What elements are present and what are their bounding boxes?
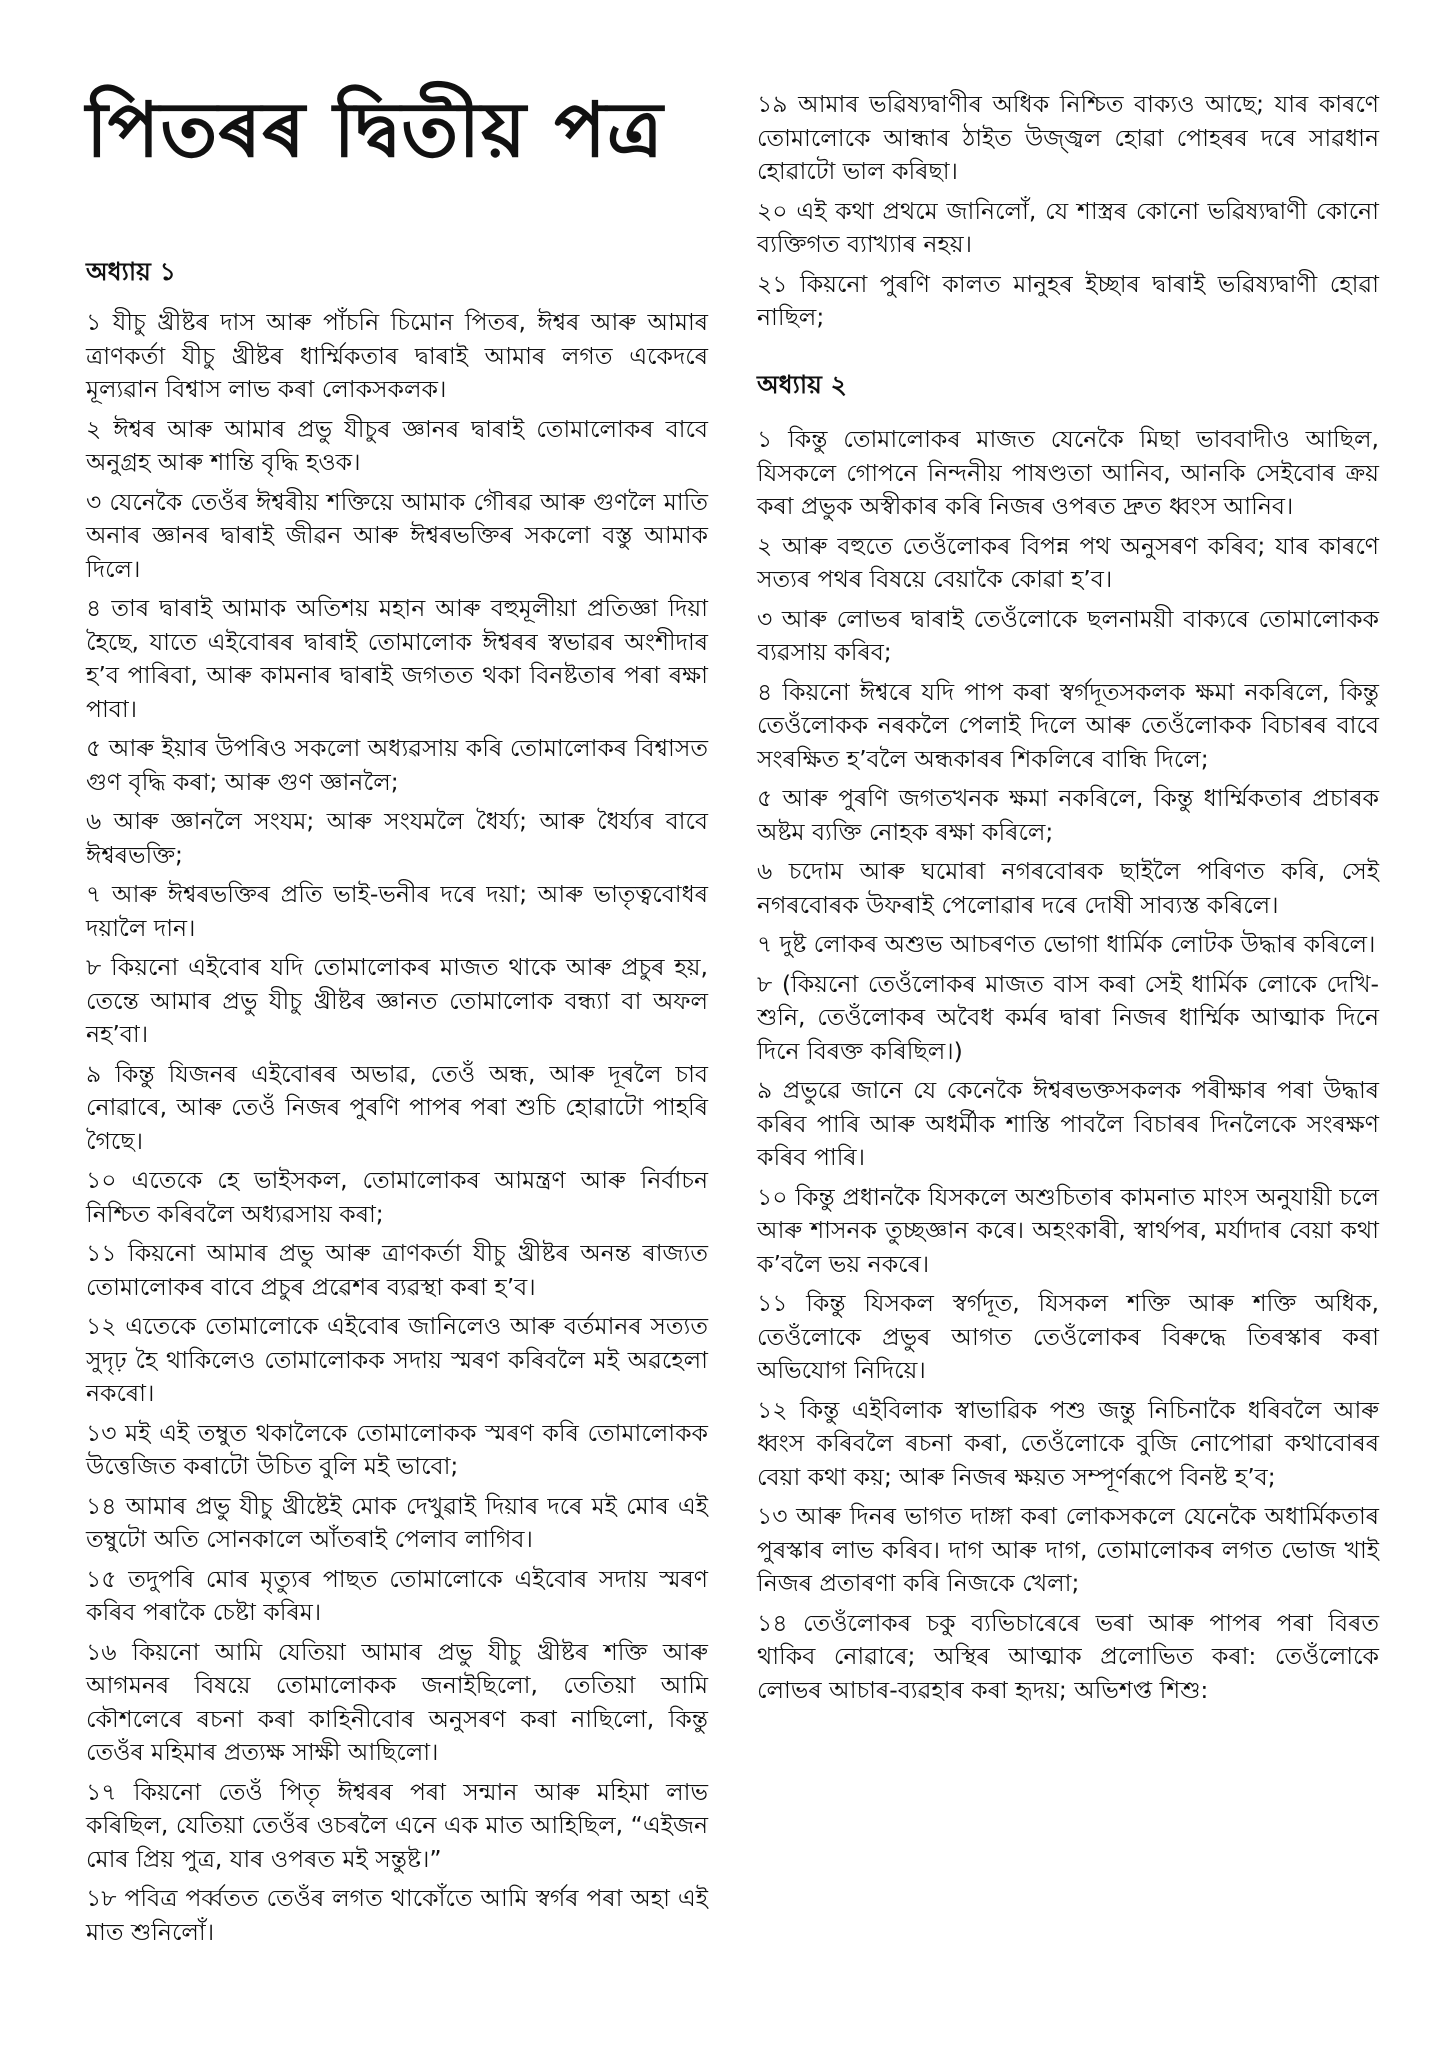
verse: ১০ কিন্তু প্ৰধানকৈ যিসকলে অশুচিতাৰ কামনাত মাংস অনুযায়ী চলে আৰু শাসনক তুচ্ছজ্ঞান কৰে। অহংকাৰী, স্বাৰ্থপৰ, মৰ্যাদাৰ বেয়া কথা ক’বলৈ ভয় নকৰে। (757, 1182, 1379, 1278)
verse: ১৩ আৰু দিনৰ ভাগত দাঙ্গা কৰা লোকসকলে যেনেকৈ অধাৰ্মিকতাৰ পুৰস্কাৰ লাভ কৰিব। দাগ আৰু দাগ, তোমালোকৰ লগত ভোজ খাই নিজৰ প্ৰতাৰণা কৰি নিজকে খেলা; (757, 1502, 1379, 1597)
chapter-2-heading-wrap (757, 365, 847, 408)
verse: ২ আৰু বহুতে তেওঁলোকৰ বিপন্ন পথ অনুসৰণ কৰিব; যাৰ কাৰণে সত্যৰ পথৰ বিষয়ে বেয়াকৈ কোৱা হ’ব। (757, 531, 1379, 593)
verse: ১ কিন্তু তোমালোকৰ মাজত যেনেকৈ মিছা ভাববাদীও আছিল, যিসকলে গোপনে নিন্দনীয় পাষণ্ডতা আনিব, আনকি সেইবোৰ ক্ৰয় কৰা প্ৰভুক অস্বীকাৰ কৰি নিজৰ ওপৰত দ্ৰুত ধ্বংস আনিব। (757, 425, 1379, 520)
verse: ১২ এতেকে তোমালোকে এইবোৰ জানিলেও আৰু বৰ্তমানৰ সত্যত সুদৃঢ় হৈ থাকিলেও তোমালোকক সদায় স্মৰণ কৰিবলৈ মই অৱহেলা নকৰো। (86, 1312, 708, 1407)
page-title: পিতৰৰ দ্বিতীয় পত্ৰ (86, 85, 664, 174)
chapter-2-verses (757, 423, 1379, 1713)
chapter-1-heading-wrap (86, 252, 176, 295)
verse: ৩ যেনেকৈ তেওঁৰ ঈশ্বৰীয় শক্তিয়ে আমাক গৌৰৱ আৰু গুণলৈ মাতি অনাৰ জ্ঞানৰ দ্বাৰাই জীৱন আৰু ঈশ্বৰভক্তিৰ সকলো বস্তু আমাক দিলে। (86, 487, 708, 583)
verse: ২১ কিয়নো পুৰণি কালত মানুহৰ ইচ্ছাৰ দ্বাৰাই ভৱিষ্যদ্বাণী হোৱা নাছিল; (757, 269, 1379, 331)
verse: ৬ চদোম আৰু ঘমোৰা নগৰবোৰক ছাইলৈ পৰিণত কৰি, সেই নগৰবোৰক উফৰাই পেলোৱাৰ দৰে দোষী সাব্যস্ত কৰিলে। (757, 857, 1379, 919)
chapter-heading: অধ্যায় ২ (757, 370, 847, 399)
chapter-heading: অধ্যায় ১ (86, 257, 176, 286)
verse: ৪ কিয়নো ঈশ্বৰে যদি পাপ কৰা স্বৰ্গদূতসকলক ক্ষমা নকৰিলে, কিন্তু তেওঁলোকক নৰকলৈ পেলাই দিলে আৰু তেওঁলোকক বিচাৰৰ বাবে সংৰক্ষিত হ’বলৈ অন্ধকাৰৰ শিকলিৰে বান্ধি দিলে; (757, 677, 1379, 773)
verse: ৯ কিন্তু যিজনৰ এইবোৰৰ অভাৱ, তেওঁ অন্ধ, আৰু দূৰলৈ চাব নোৱাৰে, আৰু তেওঁ নিজৰ পুৰণি পাপৰ পৰা শুচি হোৱাটো পাহৰি গৈছে। (86, 1059, 708, 1155)
verse: ৭ দুষ্ট লোকৰ অশুভ আচৰণত ভোগা ধাৰ্মিক লোটক উদ্ধাৰ কৰিলে। (757, 930, 1376, 958)
verse: ১৮ পবিত্ৰ পৰ্ব্বতত তেওঁৰ লগত থাকোঁতে আমি স্বৰ্গৰ পৰা অহা এই মাত শুনিলোঁ। (86, 1884, 708, 1946)
verse: ২০ এই কথা প্ৰথমে জানিলোঁ, যে শাস্ত্ৰৰ কোনো ভৱিষ্যদ্বাণী কোনো ব্যক্তিগত ব্যাখ্যাৰ নহয়। (757, 196, 1379, 258)
verse: ১৯ আমাৰ ভৱিষ্যদ্বাণীৰ অধিক নিশ্চিত বাক্যও আছে; যাৰ কাৰণে তোমালোকে আন্ধাৰ ঠাইত উজ্জ্বল হোৱা পোহৰৰ দৰে সাৱধান হোৱাটো ভাল কৰিছা। (757, 90, 1379, 185)
verse: ৯ প্ৰভুৱে জানে যে কেনেকৈ ঈশ্বৰভক্তসকলক পৰীক্ষাৰ পৰা উদ্ধাৰ কৰিব পাৰি আৰু অধৰ্মীক শাস্তি পাবলৈ বিচাৰৰ দিনলৈকে সংৰক্ষণ কৰিব পাৰি। (757, 1076, 1379, 1171)
verse: ১ যীচু খ্ৰীষ্টৰ দাস আৰু পাঁচনি চিমোন পিতৰ, ঈশ্বৰ আৰু আমাৰ ত্ৰাণকৰ্তা যীচু খ্ৰীষ্টৰ ধাৰ্ম্মিকতাৰ দ্বাৰাই আমাৰ লগত একেদৰে মূল্যৱান বিশ্বাস লাভ কৰা লোকসকলক। (86, 308, 708, 403)
chapter-1-verses-left (86, 306, 708, 1955)
verse: ১৭ কিয়নো তেওঁ পিতৃ ঈশ্বৰৰ পৰা সন্মান আৰু মহিমা লাভ কৰিছিল, যেতিয়া তেওঁৰ ওচৰলৈ এনে এক মাত আহিছিল, “এইজন মোৰ প্ৰিয় পুত্ৰ, যাৰ ওপৰত মই সন্তুষ্ট।” (86, 1777, 708, 1873)
chapter-1-verses-right (757, 88, 1379, 341)
verse: ৮ (কিয়নো তেওঁলোকৰ মাজত বাস কৰা সেই ধাৰ্মিক লোকে দেখি-শুনি, তেওঁলোকৰ অবৈধ কৰ্মৰ দ্বাৰা নিজৰ ধাৰ্ম্মিক আত্মাক দিনে দিনে বিৰক্ত কৰিছিল।) (757, 969, 1379, 1065)
verse: ৩ আৰু লোভৰ দ্বাৰাই তেওঁলোকে ছলনাময়ী বাক্যৰে তোমালোকক ব্যৱসায় কৰিব; (757, 604, 1379, 666)
verse: ৮ কিয়নো এইবোৰ যদি তোমালোকৰ মাজত থাকে আৰু প্ৰচুৰ হয়, তেন্তে আমাৰ প্ৰভু যীচু খ্ৰীষ্টৰ জ্ঞানত তোমালোক বন্ধ্যা বা অফল নহ’বা। (86, 953, 708, 1048)
verse: ৭ আৰু ঈশ্বৰভক্তিৰ প্ৰতি ভাই-ভনীৰ দৰে দয়া; আৰু ভাতৃত্ববোধৰ দয়ালৈ দান। (86, 880, 708, 942)
verse: ৫ আৰু ইয়াৰ উপৰিও সকলো অধ্যৱসায় কৰি তোমালোকৰ বিশ্বাসত গুণ বৃদ্ধি কৰা; আৰু গুণ জ্ঞানলৈ; (86, 734, 708, 796)
verse: ৪ তাৰ দ্বাৰাই আমাক অতিশয় মহান আৰু বহুমূলীয়া প্ৰতিজ্ঞা দিয়া হৈছে, যাতে এইবোৰৰ দ্বাৰাই তোমালোক ঈশ্বৰৰ স্বভাৱৰ অংশীদাৰ হ’ব পাৰিবা, আৰু কামনাৰ দ্বাৰাই জগতত থকা বিনষ্টতাৰ পৰা ৰক্ষা পাবা। (86, 594, 708, 723)
verse: ১২ কিন্তু এইবিলাক স্বাভাৱিক পশু জন্তু নিচিনাকৈ ধৰিবলৈ আৰু ধ্বংস কৰিবলৈ ৰচনা কৰা, তেওঁলোকে বুজি নোপোৱা কথাবোৰৰ বেয়া কথা কয়; আৰু নিজৰ ক্ষয়ত সম্পূৰ্ণৰূপে বিনষ্ট হ’ব; (757, 1395, 1379, 1491)
verse: ১১ কিয়নো আমাৰ প্ৰভু আৰু ত্ৰাণকৰ্তা যীচু খ্ৰীষ্টৰ অনন্ত ৰাজ্যত তোমালোকৰ বাবে প্ৰচুৰ প্ৰৱেশৰ ব্যৱস্থা কৰা হ’ব। (86, 1239, 708, 1301)
verse: ১৩ মই এই তম্বুত থকালৈকে তোমালোকক স্মৰণ কৰি তোমালোকক উত্তেজিত কৰাটো উচিত বুলি মই ভাবো; (86, 1418, 708, 1480)
verse: ২ ঈশ্বৰ আৰু আমাৰ প্ৰভু যীচুৰ জ্ঞানৰ দ্বাৰাই তোমালোকৰ বাবে অনুগ্ৰহ আৰু শান্তি বৃদ্ধি হওক। (86, 414, 708, 476)
verse: ১৪ তেওঁলোকৰ চকু ব্যভিচাৰেৰে ভৰা আৰু পাপৰ পৰা বিৰত থাকিব নোৱাৰে; অস্থিৰ আত্মাক প্ৰলোভিত কৰা: তেওঁলোকে লোভৰ আচাৰ-ব্যৱহাৰ কৰা হৃদয়; অভিশপ্ত শিশু: (757, 1608, 1379, 1704)
verse: ৬ আৰু জ্ঞানলৈ সংযম; আৰু সংযমলৈ ধৈৰ্য্য; আৰু ধৈৰ্য্যৰ বাবে ঈশ্বৰভক্তি; (86, 807, 708, 869)
verse: ৫ আৰু পুৰণি জগতখনক ক্ষমা নকৰিলে, কিন্তু ধাৰ্ম্মিকতাৰ প্ৰচাৰক অষ্টম ব্যক্তি নোহক ৰক্ষা কৰিলে; (757, 784, 1379, 846)
verse: ১০ এতেকে হে ভাইসকল, তোমালোকৰ আমন্ত্ৰণ আৰু নিৰ্বাচন নিশ্চিত কৰিবলৈ অধ্যৱসায় কৰা; (86, 1166, 708, 1228)
verse: ১৬ কিয়নো আমি যেতিয়া আমাৰ প্ৰভু যীচু খ্ৰীষ্টৰ শক্তি আৰু আগমনৰ বিষয়ে তোমালোকক জনাইছিলো, তেতিয়া আমি কৌশলেৰে ৰচনা কৰা কাহিনীবোৰ অনুসৰণ কৰা নাছিলো, কিন্তু তেওঁৰ মহিমাৰ প্ৰত্যক্ষ সাক্ষী আছিলো। (86, 1637, 708, 1766)
verse: ১৫ তদুপৰি মোৰ মৃত্যুৰ পাছত তোমালোকে এইবোৰ সদায় স্মৰণ কৰিব পৰাকৈ চেষ্টা কৰিম। (86, 1564, 708, 1626)
verse: ১১ কিন্তু যিসকল স্বৰ্গদূত, যিসকল শক্তি আৰু শক্তি অধিক, তেওঁলোকে প্ৰভুৰ আগত তেওঁলোকৰ বিৰুদ্ধে তিৰস্কাৰ কৰা অভিযোগ নিদিয়ে। (757, 1289, 1379, 1384)
verse: ১৪ আমাৰ প্ৰভু যীচু খ্ৰীষ্টেই মোক দেখুৱাই দিয়াৰ দৰে মই মোৰ এই তম্বুটো অতি সোনকালে আঁতৰাই পেলাব লাগিব। (86, 1491, 708, 1553)
